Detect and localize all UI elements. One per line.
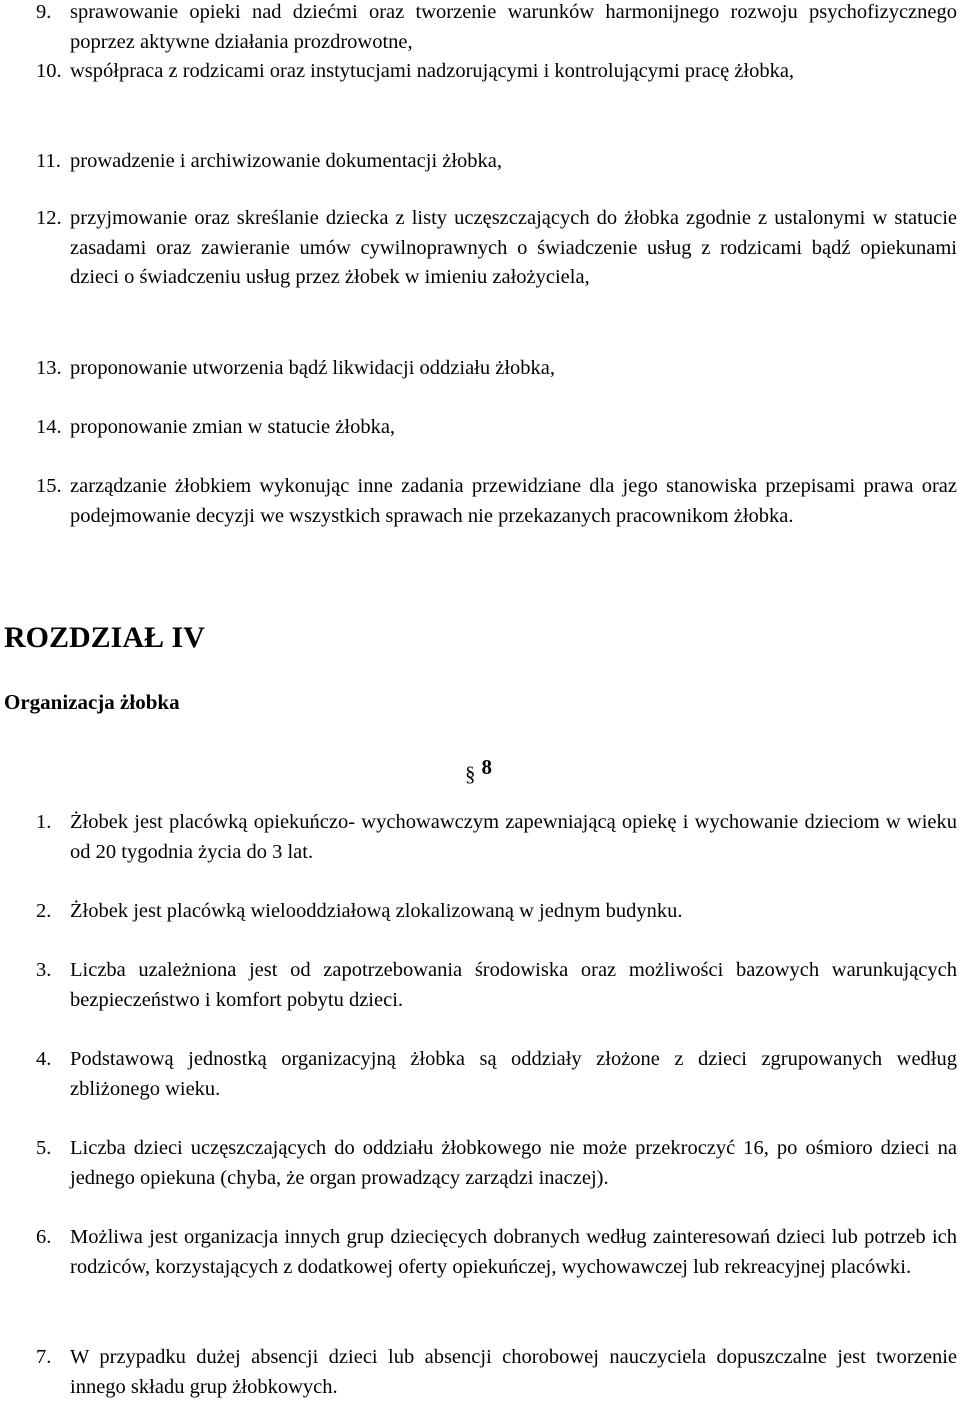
list-item-10 (0, 57, 957, 87)
list-item-text: proponowanie utworzenia bądź likwidacji oddziału żłobka, (70, 357, 556, 379)
list-item-number: 10. (36, 60, 62, 82)
list-item-text: W przypadku dużej absencji dzieci lub absencji chorobowej nauczyciela dopuszczalne jest tworzenie innego składu grup żłobkowych. (70, 1346, 957, 1398)
list-item-number: 14. (36, 416, 62, 438)
list-item-15 (0, 472, 957, 531)
chapter-title: ROZDZIAŁ IV (4, 621, 205, 654)
list-item-11 (0, 147, 957, 177)
list-item-9 (0, 0, 957, 57)
list-item-text: Żłobek jest placówką wielooddziałową zlokalizowaną w jednym budynku. (70, 900, 683, 922)
list-item-4 (0, 1045, 957, 1104)
list-item-number: 15. (36, 475, 62, 497)
list-item-text: sprawowanie opieki nad dziećmi oraz tworzenie warunków harmonijnego rozwoju psychofizycznego poprzez aktywne działania prozdrowotne, (70, 1, 957, 53)
list-item-text: Możliwa jest organizacja innych grup dziecięcych dobranych według zainteresowań dzieci lub potrzeb ich rodziców, korzystających z dodatkowej oferty opiekuńczej, wychowawczej lub rekreacyjnej placówki. (70, 1226, 957, 1278)
list-item-number: 13. (36, 357, 62, 379)
chapter-subtitle: Organizacja żłobka (4, 690, 180, 714)
list-item-text: prowadzenie i archiwizowanie dokumentacji żłobka, (70, 150, 503, 172)
list-item-3 (0, 956, 957, 1015)
list-item-number: 1. (36, 811, 52, 833)
list-item-number: 3. (36, 959, 52, 981)
list-item-6 (0, 1223, 957, 1282)
section-number: 8 (481, 755, 492, 779)
list-item-14 (0, 413, 957, 443)
list-item-2 (0, 897, 957, 927)
list-item-number: 4. (36, 1048, 52, 1070)
list-item-number: 7. (36, 1346, 52, 1368)
list-item-number: 11. (36, 150, 61, 172)
list-item-number: 5. (36, 1137, 52, 1159)
list-item-text: proponowanie zmian w statucie żłobka, (70, 416, 396, 438)
list-item-number: 2. (36, 900, 52, 922)
list-item-text: zarządzanie żłobkiem wykonując inne zadania przewidziane dla jego stanowiska przepisami prawa oraz podejmowanie decyzji we wszystkich sprawach nie przekazanych pracownikom żłobka. (70, 475, 957, 527)
list-item-text: Liczba uzależniona jest od zapotrzebowania środowiska oraz możliwości bazowych warunkujących bezpieczeństwo i komfort pobytu dzieci. (70, 959, 957, 1011)
list-item-text: Żłobek jest placówką opiekuńczo- wychowawczym zapewniającą opiekę i wychowanie dzieciom w wieku od 20 tygodnia życia do 3 lat. (70, 811, 957, 863)
list-item-number: 9. (36, 1, 52, 23)
list-item-text: przyjmowanie oraz skreślanie dziecka z listy uczęszczających do żłobka zgodnie z ustalonymi w statucie zasadami oraz zawieranie umów cywilnoprawnych o świadczenie usług z rodzicami bądź opiekunami dzieci o świadczeniu usług przez żłobek w imieniu założyciela, (70, 207, 957, 288)
list-item-7 (0, 1343, 957, 1402)
list-item-number: 12. (36, 207, 62, 229)
list-item-1 (0, 808, 957, 867)
list-item-text: współpraca z rodzicami oraz instytucjami nadzorującymi i kontrolującymi pracę żłobka, (70, 60, 795, 82)
list-item-12 (0, 204, 957, 293)
list-item-text: Liczba dzieci uczęszczających do oddziału żłobkowego nie może przekroczyć 16, po ośmioro dzieci na jednego opiekuna (chyba, że organ prowadzący zarządzi inaczej). (70, 1137, 957, 1189)
list-item-5 (0, 1134, 957, 1193)
section-sign-icon: § (465, 762, 476, 786)
list-item-13 (0, 354, 957, 384)
section-heading (465, 745, 492, 789)
list-item-number: 6. (36, 1226, 52, 1248)
list-item-text: Podstawową jednostką organizacyjną żłobka są oddziały złożone z dzieci zgrupowanych według zbliżonego wieku. (70, 1048, 957, 1100)
